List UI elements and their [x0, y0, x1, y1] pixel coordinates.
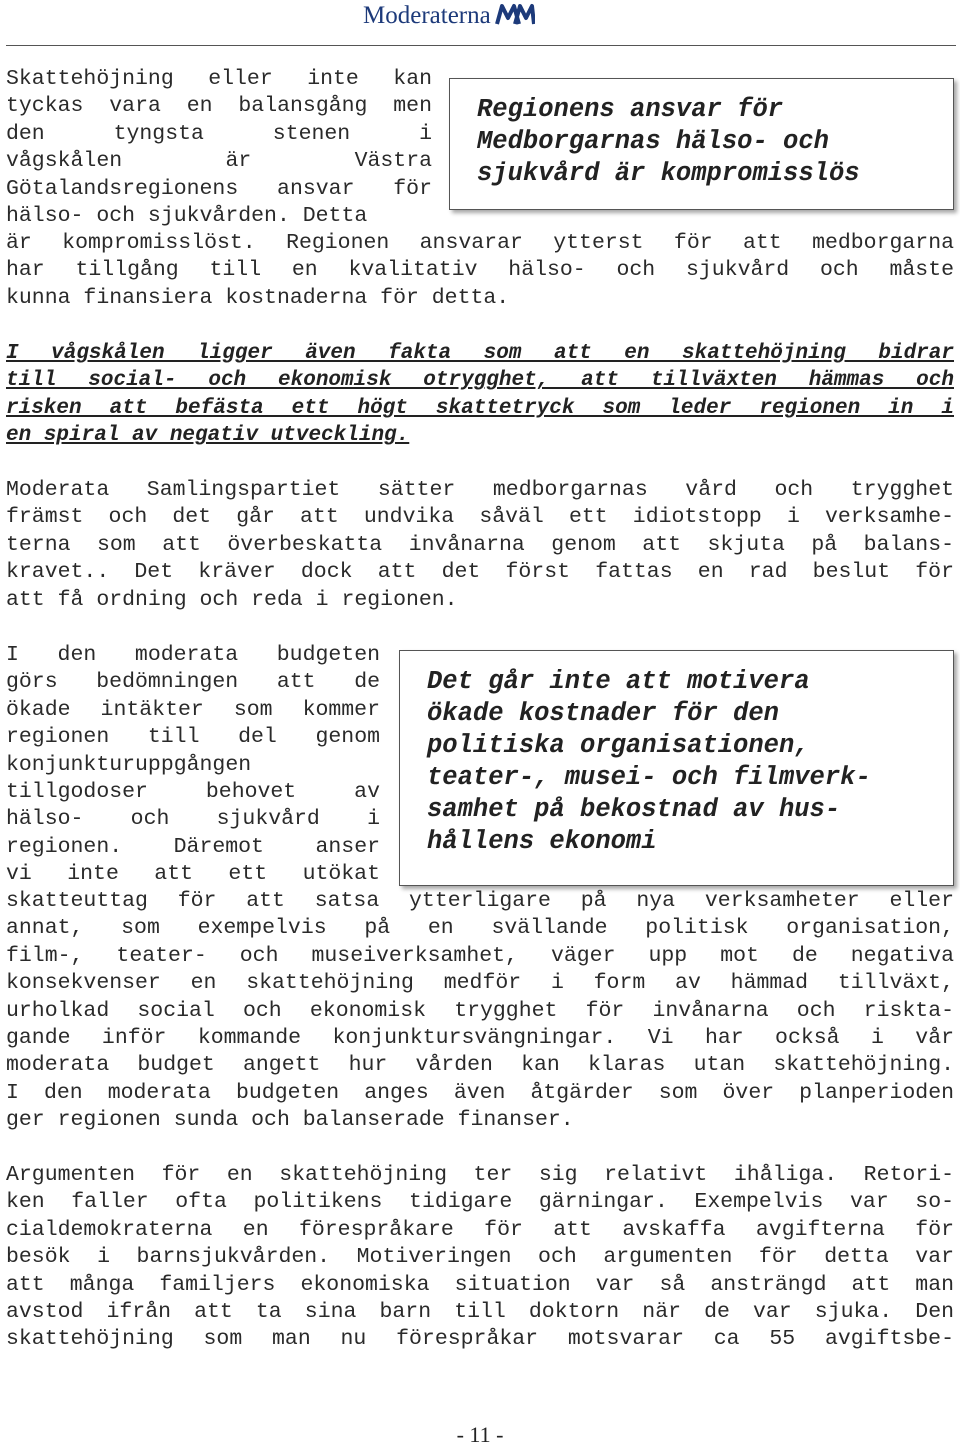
logo-wordmark: Moderaterna — [363, 2, 491, 29]
text-line: är kompromisslöst. Regionen ansvarar ytterst för att medborgarna — [6, 231, 954, 255]
pull-quote-line: Det går inte att motivera — [427, 667, 810, 696]
text-line: ökade intäkter som kommer — [6, 697, 380, 722]
text-line: tillgodoser behovet av — [6, 780, 380, 805]
text-line: hälso- och sjukvården. Detta — [6, 204, 368, 229]
text-line: hälso- och sjukvård i — [6, 807, 380, 832]
paragraph-3 — [6, 477, 954, 614]
text-line: konsekvenser en skattehöjning medför i form av hämmad tillväxt, — [6, 971, 954, 996]
moderaterna-logo — [363, 3, 535, 29]
text-line: att många familjers ekonomiska situation var så ansträngd att man — [6, 1272, 954, 1297]
text-line: moderata budget angett hur vården kan klaras utan skattehöjning. — [6, 1053, 954, 1078]
text-line: ger regionen sunda och balanserade finanser. — [6, 1108, 574, 1133]
paragraph-5 — [6, 1162, 954, 1354]
text-line: kunna finansiera kostnaderna för detta. — [6, 285, 510, 310]
text-line: urholkad social och ekonomisk trygghet för invånarna och riskta- — [6, 998, 954, 1023]
pull-quote-box-2 — [399, 650, 954, 886]
text-line: risken att befästa ett högt skattetryck som leder regionen in i — [6, 396, 954, 420]
text-line: Argumenten för en skattehöjning ter sig relativt ihåliga. Retori- — [6, 1163, 954, 1187]
party-symbol-icon — [495, 2, 535, 31]
text-line: vi inte att ett utökat — [6, 862, 380, 887]
text-line: besök i barnsjukvården. Motiveringen och argumenten för detta var — [6, 1245, 954, 1270]
text-line: avstod ifrån att ta sina barn till doktorn när de var sjuka. Den — [6, 1300, 954, 1325]
pull-quote-line: samhet på bekostnad av hus- — [427, 795, 841, 824]
text-line: till social- och ekonomisk otrygghet, att tillväxten hämmas och — [6, 369, 954, 393]
text-line: regionen till del genom — [6, 725, 380, 750]
text-line: terna som att överbeskatta invånarna genom att skjuta på balans- — [6, 532, 954, 557]
text-line: I vågskålen ligger även fakta som att en skattehöjning bidrar — [6, 342, 954, 365]
text-line: annat, som exempelvis på en svällande politisk organisation, — [6, 916, 954, 941]
text-line: den tyngsta stenen i — [6, 121, 432, 146]
text-line: I den moderata budgeten — [6, 643, 380, 667]
text-line: främst och det går att undvika såväl ett idiotstopp i verksamhe- — [6, 505, 954, 530]
text-line: har tillgång till en kvalitativ hälso- och sjukvård och måste — [6, 258, 954, 283]
pull-quote-line: sjukvård är kompromisslös — [477, 159, 860, 188]
text-line: Götalandsregionens ansvar för — [6, 176, 432, 201]
text-line: skattehöjning som man nu förespråkar motsvarar ca 55 avgiftsbe- — [6, 1327, 954, 1352]
pull-quote-box-1 — [449, 78, 954, 210]
pull-quote-line: teater-, musei- och filmverk- — [427, 763, 871, 792]
pull-quote-line: politiska organisationen, — [427, 731, 810, 760]
text-line: I den moderata budgeten anges även åtgärder som över planperioden — [6, 1080, 954, 1105]
text-line: cialdemokraterna en förespråkare för att avskaffa avgifterna för — [6, 1217, 954, 1242]
text-line: tyckas vara en balansgång men — [6, 94, 432, 119]
paragraph-2-emphasis — [6, 340, 954, 450]
page-number: - 11 - — [456, 1422, 504, 1447]
text-line: ken faller ofta politikens tidigare gärningar. Exempelvis var so- — [6, 1190, 954, 1215]
pull-quote-line: Medborgarnas hälso- och — [477, 127, 829, 156]
text-line: film-, teater- och museiverksamhet, väger upp mot de negativa — [6, 943, 954, 968]
text-line: gande inför kommande konjunktursvängningar. Vi har också i vår — [6, 1026, 954, 1051]
pull-quote-line: hållens ekonomi — [427, 827, 657, 856]
text-line: att få ordning och reda i regionen. — [6, 587, 458, 612]
header-rule — [6, 45, 956, 46]
pull-quote-line: Regionens ansvar för — [477, 95, 784, 124]
text-line: en spiral av negativ utveckling. — [6, 424, 410, 448]
text-line: skatteuttag för att satsa ytterligare på nya verksamheter eller — [6, 889, 954, 913]
text-line: görs bedömningen att de — [6, 670, 380, 695]
text-line: Skattehöjning eller inte kan — [6, 67, 432, 91]
text-line: vågskålen är Västra — [6, 149, 432, 174]
text-line: regionen. Däremot anser — [6, 834, 380, 859]
text-line: Moderata Samlingspartiet sätter medborgarnas vård och trygghet — [6, 478, 954, 502]
text-line: konjunkturuppgången — [6, 752, 252, 777]
text-line: kravet.. Det kräver dock att det först fattas en rad beslut för — [6, 560, 954, 585]
pull-quote-line: ökade kostnader för den — [427, 699, 779, 728]
